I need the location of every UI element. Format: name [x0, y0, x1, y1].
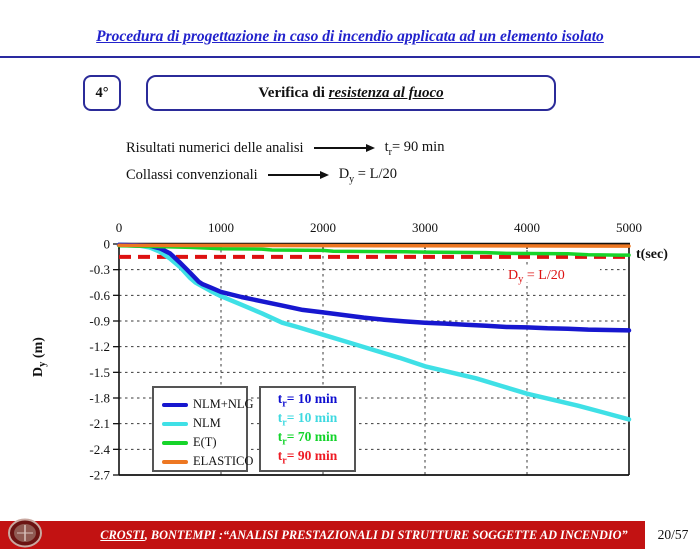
y-tick-label: 0 [103, 236, 110, 252]
legend-item [162, 414, 246, 433]
x-tick-label: 2000 [310, 220, 336, 235]
y-tick-label: -0.3 [89, 262, 110, 278]
collapse-time: $t_r= 10$ min [277, 409, 338, 429]
arrow-right-icon [314, 144, 375, 152]
threshold-label: $D_y = L/20$ [508, 268, 565, 285]
legend-line-swatch [162, 403, 188, 407]
footer-citation: CROSTI , BONTEMPI : “ANALISI PRESTAZIONALI DI STRUTTURE SOGGETTE AD INCENDIO” [100, 527, 628, 542]
arrow-right-icon [268, 171, 329, 179]
step-title-box [146, 75, 556, 111]
x-tick-label: 4000 [514, 220, 540, 235]
legend-line-swatch [162, 460, 188, 464]
y-tick-label: -2.1 [89, 416, 110, 432]
footer-author: CROSTI [100, 527, 145, 542]
series-ELASTICO [119, 245, 629, 246]
title-divider [0, 56, 700, 58]
annotation-result: $D_y = L/20$ [338, 166, 397, 185]
legend-item [162, 433, 246, 452]
step-title-emphasis: resistenza al fuoco [328, 84, 444, 101]
annotation-label: Risultati numerici delle analisi [126, 139, 304, 156]
collapse-time: $t_r= 90$ min [277, 447, 338, 467]
page-number: 20/57 [646, 521, 700, 549]
x-tick-label: 5000 [616, 220, 642, 235]
footer-quote: “ANALISI PRESTAZIONALI DI STRUTTURE SOGGETTE AD INCENDIO” [222, 527, 628, 542]
x-tick-label: 1000 [208, 220, 234, 235]
collapse-time: $t_r= 70$ min [277, 428, 338, 448]
x-tick-label: 3000 [412, 220, 438, 235]
legend-line-swatch [162, 422, 188, 426]
y-tick-label: -0.9 [89, 313, 110, 329]
y-tick-label: -1.2 [89, 339, 110, 355]
collapse-time: $t_r= 10$ min [277, 390, 338, 410]
legend-label: NLM [193, 416, 221, 430]
collapse-times-box [259, 386, 356, 472]
y-tick-label: -2.7 [89, 467, 110, 483]
university-logo-icon [6, 517, 44, 549]
annotation-row-collapse [126, 166, 397, 185]
legend-item [162, 452, 254, 471]
annotation-result: $t_r= 90$ min [384, 139, 445, 158]
y-tick-label: -1.8 [89, 390, 110, 406]
legend-label: E(T) [193, 435, 217, 449]
legend-item [162, 395, 254, 414]
chart-legend [152, 386, 254, 472]
step-number-box [83, 75, 121, 111]
legend-line-swatch [162, 441, 188, 445]
page-title: Procedura di progettazione in caso di incendio applicata ad un elemento isolato [96, 28, 604, 45]
legend-label: ELASTICO [193, 454, 254, 468]
y-axis-title: $D_y$ (m) [31, 337, 48, 377]
y-tick-label: -2.4 [89, 441, 110, 457]
annotation-row-results [126, 139, 444, 158]
x-axis-title: t(sec) [636, 247, 668, 262]
annotation-label: Collassi convenzionali [126, 166, 258, 183]
y-tick-label: -1.5 [89, 364, 110, 380]
y-tick-label: -0.6 [89, 287, 110, 303]
step-number: 4° [95, 84, 109, 101]
x-tick-label: 0 [115, 220, 123, 235]
legend-label: NLM+NLG [193, 397, 254, 411]
step-title: Verifica di resistenza al fuoco [258, 84, 444, 101]
